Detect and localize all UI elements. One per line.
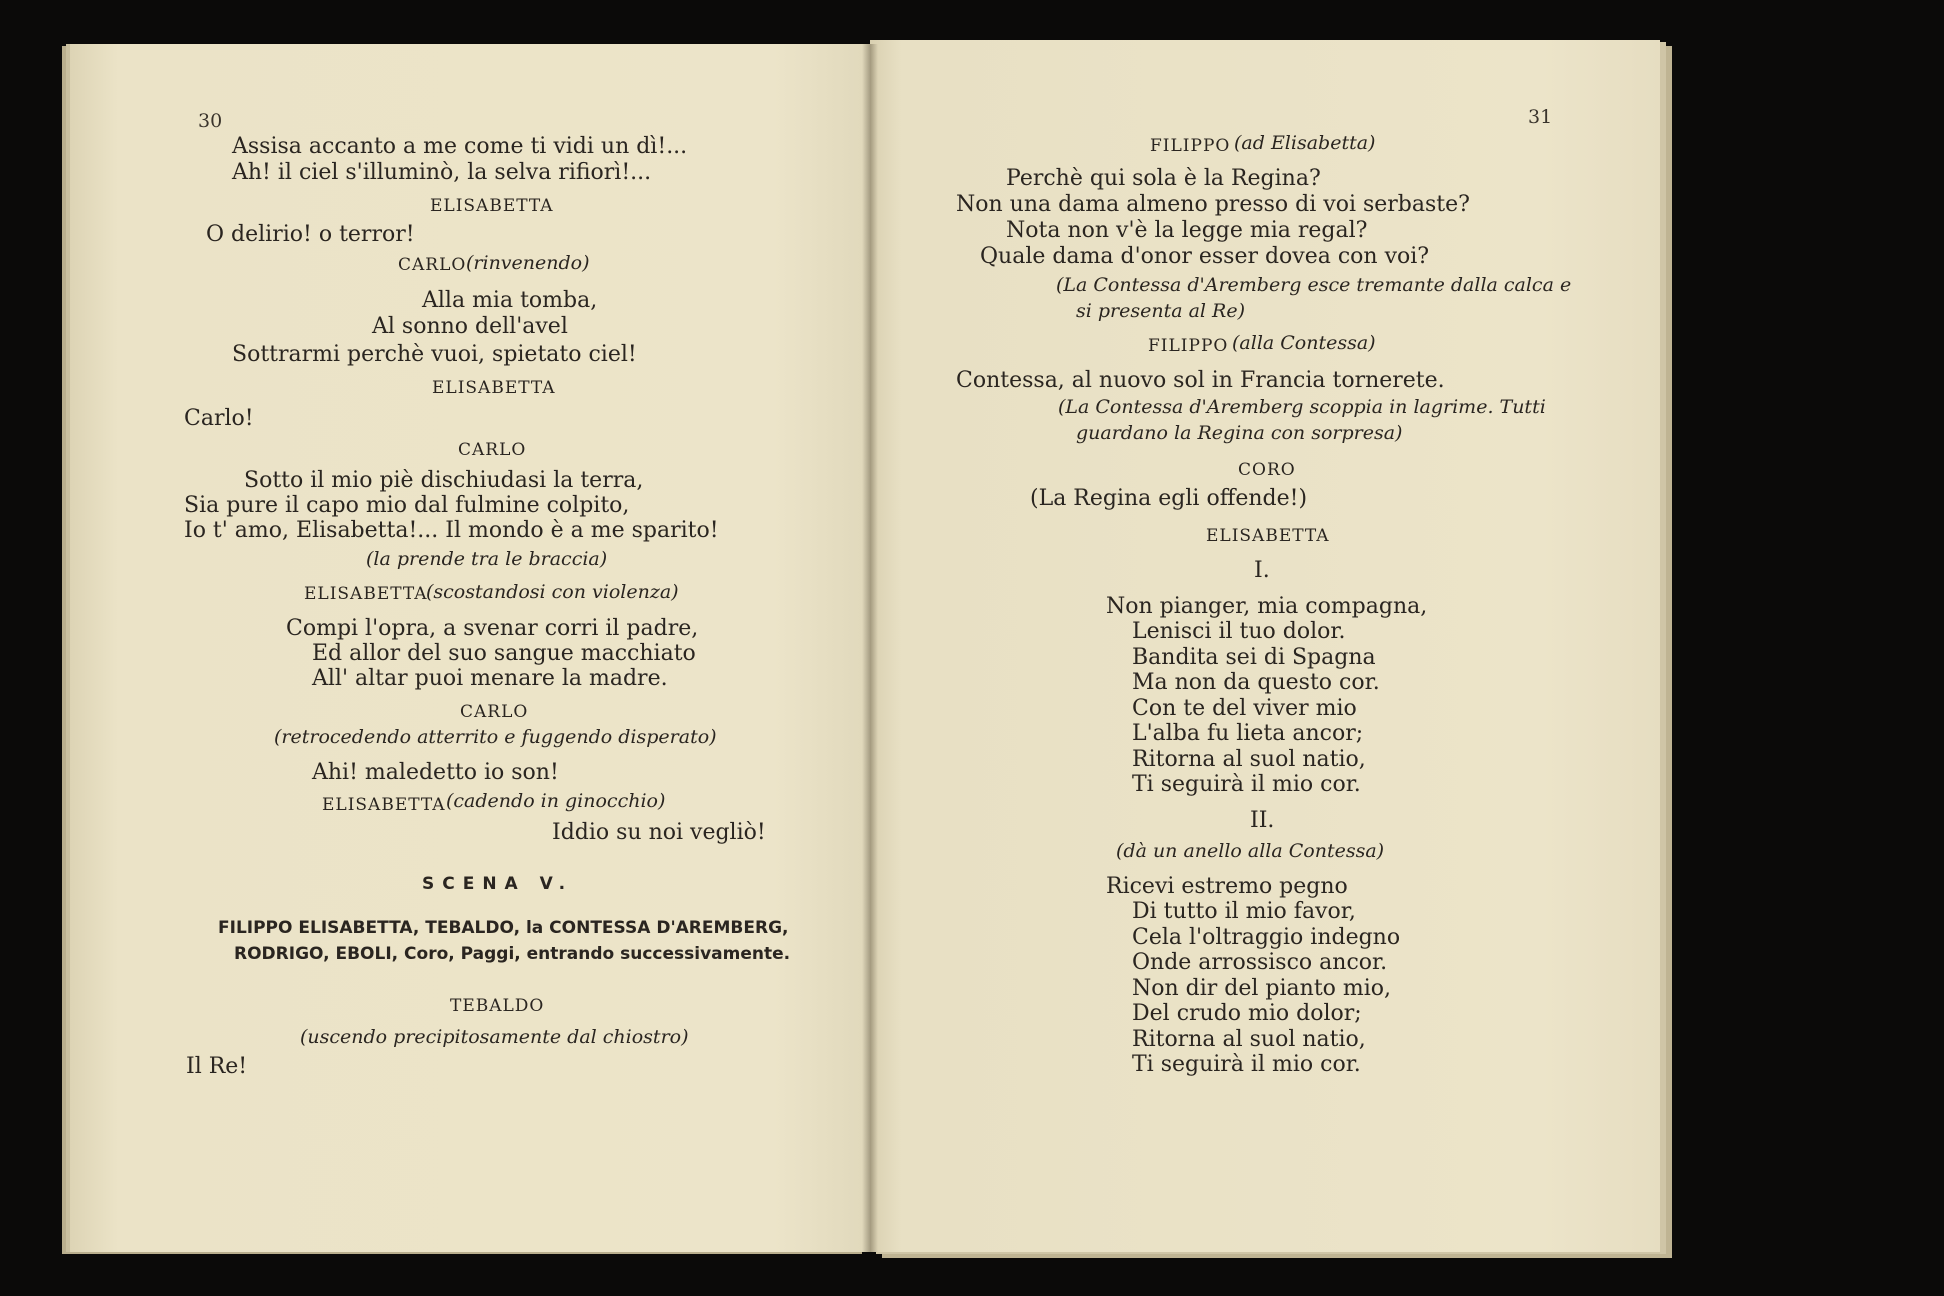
speaker-label: ELISABETTA <box>304 584 428 604</box>
stage-direction: (La Contessa d'Aremberg scoppia in lagrime. Tutti <box>1058 396 1546 418</box>
verse-line: Assisa accanto a me come ti vidi un dì!... <box>232 134 688 159</box>
book-gutter <box>862 44 878 1252</box>
verse-line: Nota non v'è la legge mia regal? <box>1006 218 1368 243</box>
verse-line: Ritorna al suol natio, <box>1132 747 1366 772</box>
verse-line: Non pianger, mia compagna, <box>1106 594 1428 619</box>
verse-line: Con te del viver mio <box>1132 696 1357 721</box>
verse-line: O delirio! o terror! <box>206 222 415 247</box>
speaker-label: ELISABETTA <box>322 795 446 815</box>
verse-line: Ah! il ciel s'illuminò, la selva rifiorì!... <box>232 160 652 185</box>
speaker-label: CARLO <box>460 702 529 722</box>
verse-line: Alla mia tomba, <box>422 288 598 313</box>
verse-line: Iddio su noi vegliò! <box>552 820 766 845</box>
verse-line: Compi l'opra, a svenar corri il padre, <box>286 616 699 641</box>
stage-direction: (cadendo in ginocchio) <box>446 790 666 812</box>
stage-direction: (scostandosi con violenza) <box>426 581 679 603</box>
verse-line: Onde arrossisco ancor. <box>1132 950 1388 975</box>
verse-line: Non una dama almeno presso di voi serbaste? <box>956 192 1470 217</box>
verse-line: Quale dama d'onor esser dovea con voi? <box>980 244 1430 269</box>
stage-direction: (la prende tra le braccia) <box>366 548 608 570</box>
verse-line: Di tutto il mio favor, <box>1132 899 1356 924</box>
stanza-number: II. <box>1250 808 1275 833</box>
verse-line: Ricevi estremo pegno <box>1106 874 1348 899</box>
verse-line: Non dir del pianto mio, <box>1132 976 1392 1001</box>
speaker-label: ELISABETTA <box>1206 526 1330 546</box>
verse-line: Al sonno dell'avel <box>372 314 568 339</box>
verse-line: Del crudo mio dolor; <box>1132 1001 1362 1026</box>
stage-direction: (alla Contessa) <box>1232 332 1376 354</box>
page-number-left: 30 <box>198 110 223 132</box>
verse-line: Io t' amo, Elisabetta!... Il mondo è a me sparito! <box>184 518 719 543</box>
verse-line: (La Regina egli offende!) <box>1030 486 1308 511</box>
verse-line: Lenisci il tuo dolor. <box>1132 619 1346 644</box>
stage-direction: (retrocedendo atterrito e fuggendo disperato) <box>274 726 717 748</box>
speaker-label: CORO <box>1238 460 1296 480</box>
scene-heading: SCENA V. <box>422 874 574 894</box>
verse-line: Carlo! <box>184 406 254 431</box>
verse-line: Sottrarmi perchè vuoi, spietato ciel! <box>232 342 637 367</box>
speaker-label: FILIPPO <box>1148 336 1229 356</box>
verse-line: All' altar puoi menare la madre. <box>312 666 668 691</box>
verse-line: Sia pure il capo mio dal fulmine colpito, <box>184 493 630 518</box>
stage-direction: guardano la Regina con sorpresa) <box>1076 422 1403 444</box>
verse-line: Bandita sei di Spagna <box>1132 645 1376 670</box>
cast-list: FILIPPO ELISABETTA, TEBALDO, la CONTESSA D'AREMBERG, <box>218 918 789 938</box>
verse-line: Perchè qui sola è la Regina? <box>1006 166 1321 191</box>
stanza-number: I. <box>1254 558 1270 583</box>
page-number-right: 31 <box>1528 106 1553 128</box>
stage-direction: (dà un anello alla Contessa) <box>1116 840 1385 862</box>
verse-line: Cela l'oltraggio indegno <box>1132 925 1401 950</box>
stage-direction: (rinvenendo) <box>466 252 590 274</box>
verse-line: Ti seguirà il mio cor. <box>1132 772 1361 797</box>
cast-list: RODRIGO, EBOLI, Coro, Paggi, entrando successivamente. <box>234 944 791 964</box>
verse-line: Ahi! maledetto io son! <box>312 760 559 785</box>
stage-direction: si presenta al Re) <box>1076 300 1245 322</box>
speaker-label: CARLO <box>458 440 527 460</box>
verse-line: L'alba fu lieta ancor; <box>1132 721 1364 746</box>
speaker-label: CARLO <box>398 255 467 275</box>
verse-line: Ritorna al suol natio, <box>1132 1027 1366 1052</box>
speaker-label: ELISABETTA <box>430 196 554 216</box>
stage-direction: (La Contessa d'Aremberg esce tremante dalla calca e <box>1056 274 1572 296</box>
speaker-label: ELISABETTA <box>432 378 556 398</box>
speaker-label: FILIPPO <box>1150 136 1231 156</box>
stage-direction: (ad Elisabetta) <box>1234 132 1376 154</box>
verse-line: Sotto il mio piè dischiudasi la terra, <box>244 468 644 493</box>
verse-line: Ed allor del suo sangue macchiato <box>312 641 696 666</box>
speaker-label: TEBALDO <box>450 996 545 1016</box>
verse-line: Ma non da questo cor. <box>1132 670 1380 695</box>
stage-direction: (uscendo precipitosamente dal chiostro) <box>300 1026 689 1048</box>
verse-line: Contessa, al nuovo sol in Francia tornerete. <box>956 368 1445 393</box>
verse-line: Ti seguirà il mio cor. <box>1132 1052 1361 1077</box>
verse-line: Il Re! <box>186 1054 248 1079</box>
